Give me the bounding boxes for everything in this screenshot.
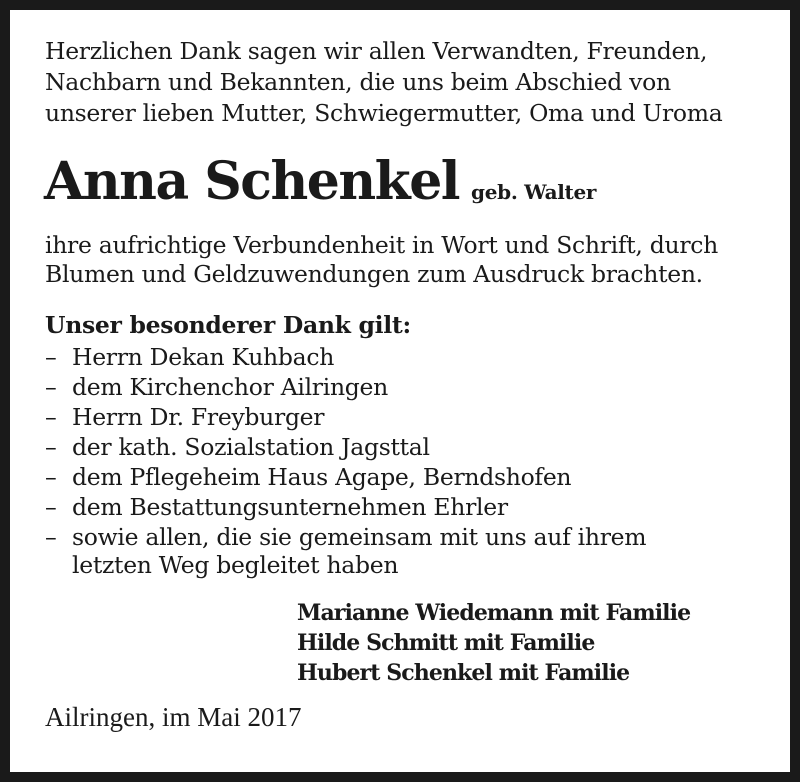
signature: Hilde Schmitt mit Familie bbox=[297, 630, 595, 656]
dash: – bbox=[45, 493, 57, 521]
intro-line: unserer lieben Mutter, Schwiegermutter, Oma und Uroma bbox=[45, 99, 723, 127]
dash: – bbox=[45, 343, 57, 371]
deceased-name: Anna Schenkel bbox=[44, 151, 460, 212]
deceased-heading bbox=[44, 152, 596, 222]
gratitude-line: Blumen und Geldzuwendungen zum Ausdruck brachten. bbox=[45, 260, 703, 288]
birth-name: geb. Walter bbox=[471, 180, 597, 204]
gratitude-line: ihre aufrichtige Verbundenheit in Wort und Schrift, durch bbox=[45, 231, 718, 259]
dash: – bbox=[45, 433, 57, 461]
signature: Marianne Wiedemann mit Familie bbox=[297, 600, 691, 626]
intro-line: Nachbarn und Bekannten, die uns beim Abschied von bbox=[45, 68, 671, 96]
special-thanks-heading: Unser besonderer Dank gilt: bbox=[45, 311, 411, 339]
signature: Hubert Schenkel mit Familie bbox=[297, 660, 630, 686]
obituary-notice: Herzlichen Dank sagen wir allen Verwandten, Freunden, Nachbarn und Bekannten, die uns beim Abschied von unserer lieben Mutter, Schwiegermutter, Oma und Uroma Anna Schenkel geb. Walter ihre aufrichtige Verbundenheit in Wort und Schrift, durch Blumen und Geldzuwendungen zum Ausdruck brachten. Unser besonderer Dank gilt: – Herrn Dekan Kuhbach – dem Kirchenchor Ailringen – Herrn Dr. Freyburger – der kath. Sozialstation Jagsttal – dem Pflegeheim Haus Agape, Berndshofen – dem Bestattungsunternehmen Ehrler – sowie allen, die sie gemeinsam mit uns auf ihrem letzten Weg begleitet haben Marianne Wiedemann mit Familie Hilde Schmitt mit Familie Hubert Schenkel mit Familie Ailringen, im Mai 2017 bbox=[10, 10, 790, 772]
dash: – bbox=[45, 463, 57, 491]
place-date: Ailringen, im Mai 2017 bbox=[45, 702, 302, 732]
intro-line: Herzlichen Dank sagen wir allen Verwandten, Freunden, bbox=[45, 37, 708, 65]
dash: – bbox=[45, 403, 57, 431]
dash: – bbox=[45, 373, 57, 401]
dash: – bbox=[45, 523, 57, 551]
list-item-continuation: letzten Weg begleitet haben bbox=[72, 551, 399, 579]
